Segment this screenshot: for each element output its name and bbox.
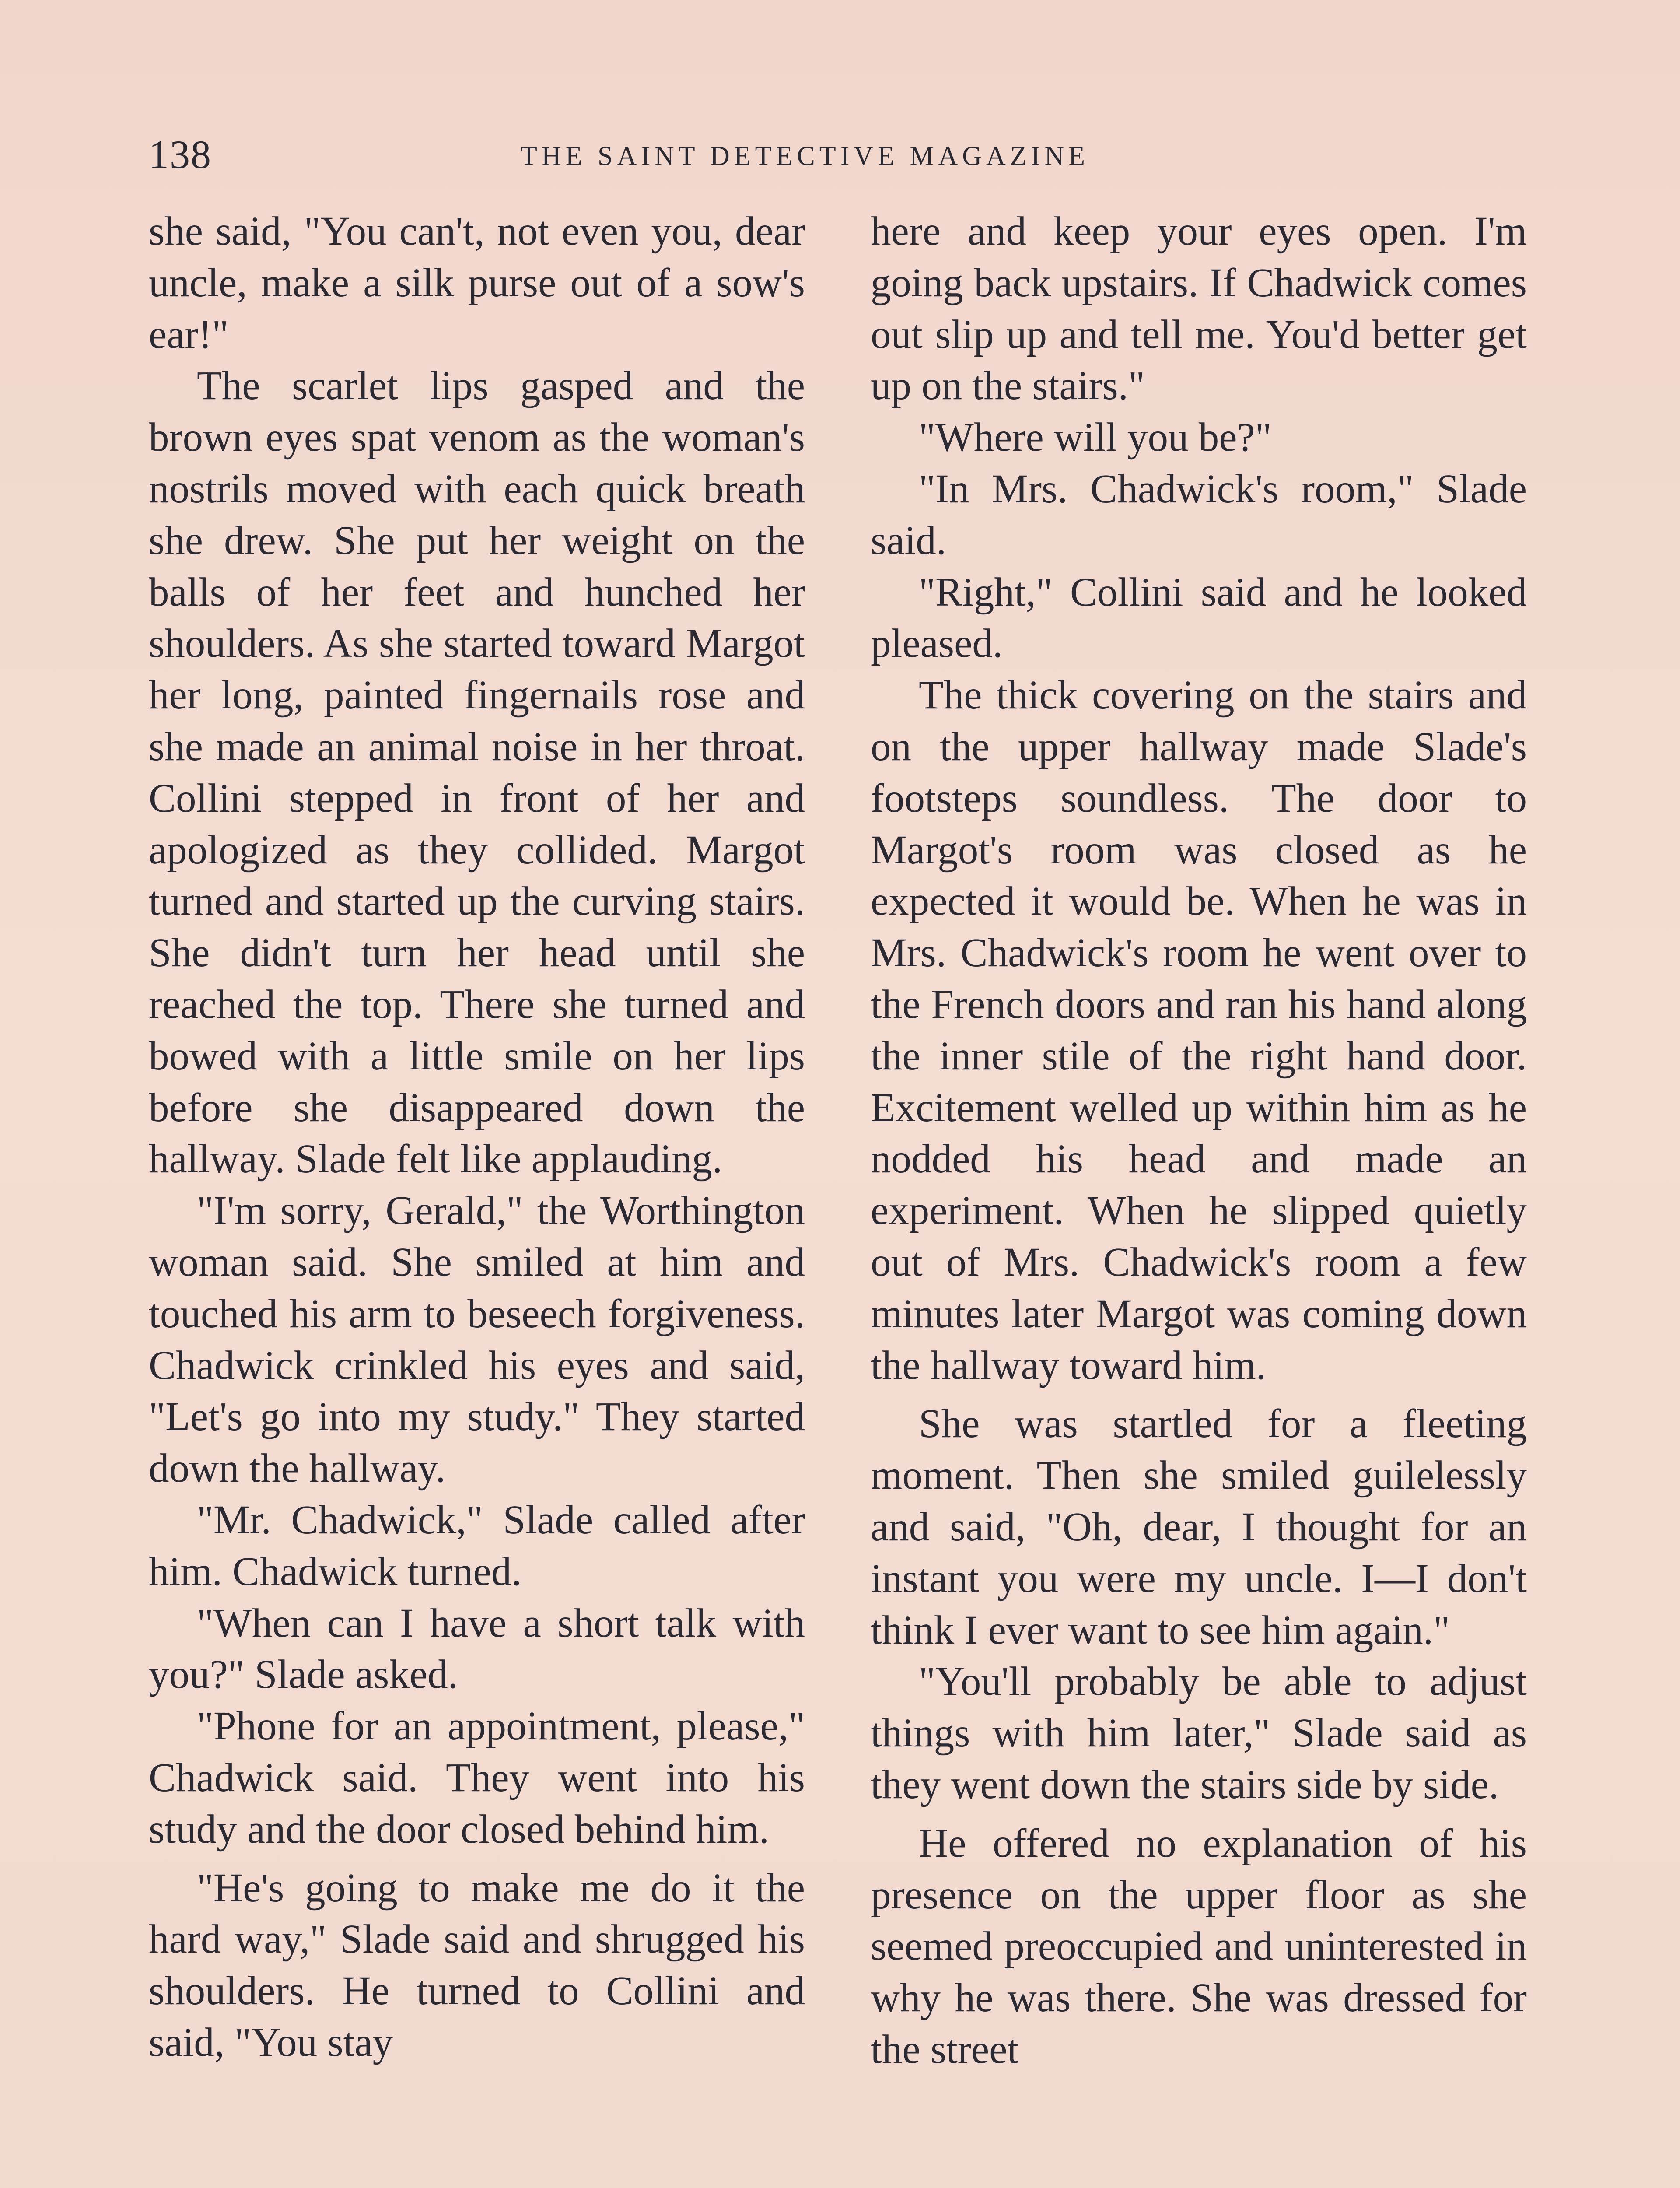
paragraph: "In Mrs. Chadwick's room," Slade said. — [871, 466, 1527, 563]
left-column — [149, 206, 805, 2188]
paragraph: "Mr. Chadwick," Slade called after him. Chadwick turned. — [149, 1497, 805, 1594]
paragraph: She was startled for a fleeting moment. Then she smiled guilelessly and said, "Oh, dear, I thought for an instant you were my uncle. I—I don't think I ever want to see him again." — [871, 1401, 1527, 1653]
page-number: 138 — [149, 132, 212, 177]
paragraph: "Phone for an appointment, please," Chadwick said. They went into his study and the door closed behind him. — [149, 1704, 805, 1852]
paragraph: The thick covering on the stairs and on the upper hallway made Slade's footsteps soundless. The door to Margot's room was closed as he expected it would be. When he was in Mrs. Chadwick's room he went over to the French doors and ran his hand along the inner stile of the right hand door. Excitement welled up within him as he nodded his head and made an experiment. When he slipped quietly out of Mrs. Chadwick's room a few minutes later Margot was coming down the hallway toward him. — [871, 673, 1527, 1388]
paragraph: here and keep your eyes open. I'm going back upstairs. If Chadwick comes out slip up and tell me. You'd better get up on the stairs." — [871, 209, 1527, 409]
right-column — [871, 206, 1527, 2188]
paragraph: she said, "You can't, not even you, dear uncle, make a silk purse out of a sow's ear!" — [149, 209, 805, 357]
paragraph: "When can I have a short talk with you?" Slade asked. — [149, 1600, 805, 1697]
paragraph: "Right," Collini said and he looked pleased. — [871, 569, 1527, 666]
paragraph: "I'm sorry, Gerald," the Worthington woman said. She smiled at him and touched his arm to beseech forgiveness. Chadwick crinkled his eyes and said, "Let's go into my study." They started down the hallway. — [149, 1188, 805, 1491]
paragraph: He offered no explanation of his presence on the upper floor as she seemed preoccupied and uninterested in why he was there. She was dressed for the street — [871, 1820, 1527, 2072]
page-header — [149, 131, 1540, 193]
paragraph: "Where will you be?" — [919, 415, 1272, 460]
paragraph: "You'll probably be able to adjust things with him later," Slade said as they went down the stairs side by side. — [871, 1659, 1527, 1807]
paragraph: The scarlet lips gasped and the brown eyes spat venom as the woman's nostrils moved with each quick breath she drew. She put her weight on the balls of her feet and hunched her shoulders. As she started toward Margot her long, painted fingernails rose and she made an animal noise in her throat. Collini stepped in front of her and apologized as they collided. Margot turned and started up the curving stairs. She didn't turn her head until she reached the top. There she turned and bowed with a little smile on her lips before she disappeared down the hallway. Slade felt like applauding. — [149, 363, 805, 1182]
running-head: THE SAINT DETECTIVE MAGAZINE — [521, 141, 1089, 171]
paragraph: "He's going to make me do it the hard way," Slade said and shrugged his shoulders. He turned to Collini and said, "You stay — [149, 1865, 805, 2065]
